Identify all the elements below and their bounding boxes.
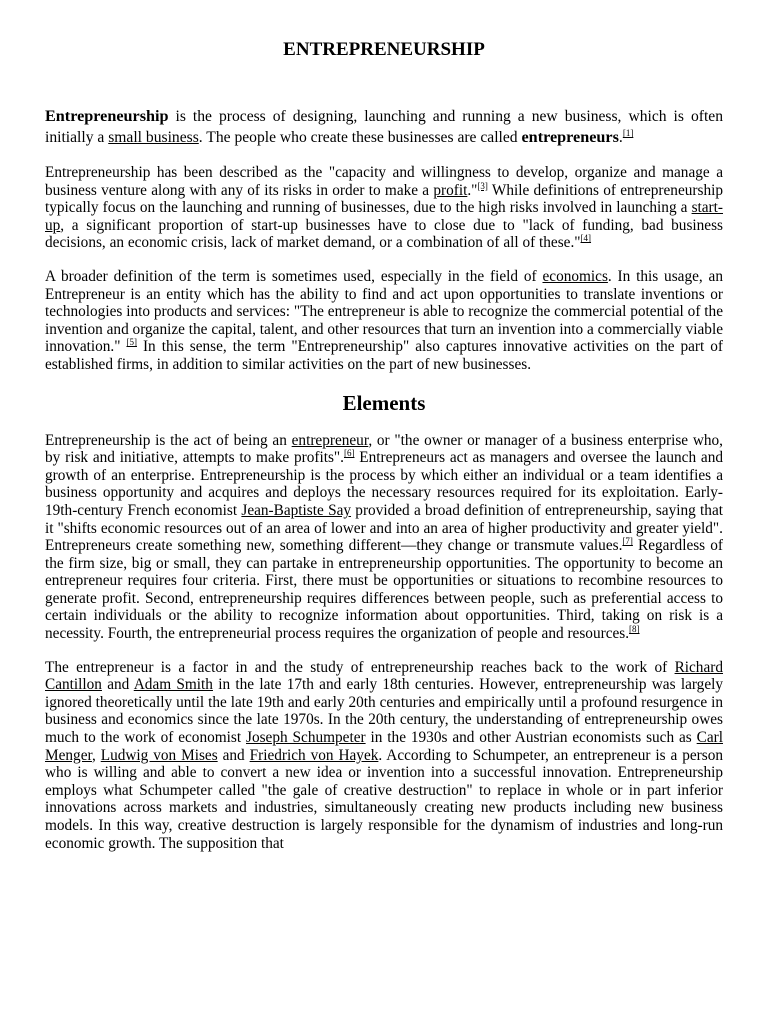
term-entrepreneurship: Entrepreneurship [45,107,169,125]
history-paragraph [45,659,723,853]
link-small-business[interactable]: small business [108,129,199,146]
link-friedrich-von-hayek[interactable]: Friedrich von Hayek [249,746,379,764]
document-title: ENTREPRENEURSHIP [283,39,485,60]
broader-definition-paragraph [45,268,723,374]
reference-6[interactable]: [6] [343,448,355,459]
link-economics[interactable]: economics [542,267,608,285]
link-ludwig-von-mises[interactable]: Ludwig von Mises [100,746,218,764]
link-profit[interactable]: profit [433,181,468,199]
intro-text-2: . The people who create these businesses are called [198,129,522,146]
p5-text-5: , [91,746,101,764]
term-entrepreneurs: entrepreneurs [521,128,619,146]
reference-1[interactable]: [1] [622,128,634,138]
p5-text-1: The entrepreneur is a factor in and the study of entrepreneurship reaches back to the work of [45,658,675,676]
p5-text-3: in the late 17th and early 18th centuries. However, entrepreneurship was largely ignored theoretically until the late 19th and early 20th centuries and empirically until a profound resurgence in business and economics since the late 1970s. In the 20th century, the understanding of entrepreneurship owes much to the work of economist [45,676,724,747]
p3-text-3: In this sense, the term "Entrepreneurship" also captures innovative activities on the part of established firms, in addition to similar activities on the part of new businesses. [45,338,723,373]
p5-text-4: in the 1930s and other Austrian economists such as [365,729,697,747]
link-joseph-schumpeter[interactable]: Joseph Schumpeter [246,729,366,747]
p4-text-4: provided a broad definition of entrepreneurship, saying that it "shifts economic resources out of an area of lower and into an area of higher productivity and greater yield". Entrepreneurs create something new, something different—they change or transmute values. [45,501,723,555]
link-carl-menger[interactable]: Carl Menger [45,729,723,764]
document-page [45,38,723,868]
p5-text-7: . According to Schumpeter, an entrepreneur is a person who is willing and able to convert a new idea or invention into a successful innovation. Entrepreneurship employs what Schumpeter called "the gale of creative destruction" to replace in whole or in part inferior innovations across markets and industries, simultaneously creating new products including new business models. In this way, creative destruction is largely responsible for the dynamism of industries and long-run economic growth. The supposition that [45,746,723,852]
p4-text-5: Regardless of the firm size, big or small, they can partake in entrepreneurship opportunities. The opportunity to become an entrepreneur requires four criteria. First, there must be opportunities or situations to recombine resources to generate profit. Second, entrepreneurship requires differences between people, such as preferential access to certain individuals or the ability to recognize information about opportunities. Third, taking on risk is a necessity. Fourth, the entrepreneurial process requires the organization of people and resources. [45,537,723,643]
p2-text-1: Entrepreneurship has been described as the "capacity and willingness to develop, organize and manage a business venture along with any of its risks in order to make a [45,164,723,199]
p3-text-1: A broader definition of the term is sometimes used, especially in the field of [45,267,543,285]
link-start-up[interactable]: start-up [45,199,723,234]
p2-text-4: , a significant proportion of start-up businesses have to close due to "lack of funding, bad business decisions, an economic crisis, lack of market demand, or a combination of all of these." [45,216,723,252]
p5-text-2: and [101,676,134,694]
reference-8[interactable]: [8] [629,624,640,635]
p2-text-2: ." [467,181,478,199]
link-entrepreneur[interactable]: entrepreneur [291,431,369,449]
p4-text-1: Entrepreneurship is the act of being an [45,431,292,449]
reference-5[interactable]: [5] [126,337,137,348]
intro-text-3: . [618,129,623,146]
reference-4[interactable]: [4] [580,233,592,244]
link-richard-cantillon[interactable]: Richard Cantillon [45,658,723,694]
reference-3[interactable]: [3] [477,180,488,191]
reference-7[interactable]: [7] [622,536,633,547]
p4-text-3: Entrepreneurs act as managers and oversee the launch and growth of an enterprise. Entrepreneurship is the process by which either an individual or a team identifies a business opportunity and acquires and deploys the necessary resources required for its exploitation. Early-19th-century French economist [45,449,723,519]
p3-text-2: . In this usage, an Entrepreneur is an entity which has the ability to find and act upon opportunities to translate inventions or technologies into products and services: "The entrepreneur is able to recognize the commercial potential of the invention and organize the capital, talent, and other resources that turn an invention into a commercially viable innovation." [45,267,723,356]
intro-text-1: is the process of designing, launching and running a new business, which is often initially a [45,108,723,146]
intro-paragraph [45,106,723,148]
section-heading-elements: Elements [342,390,426,415]
link-jean-baptiste-say[interactable]: Jean-Baptiste Say [241,501,352,519]
p2-text-3: While definitions of entrepreneurship typically focus on the launching and running of businesses, due to the high risks involved in launching a [45,181,723,217]
p5-text-6: and [217,746,250,764]
link-adam-smith[interactable]: Adam Smith [133,676,213,694]
elements-paragraph [45,432,723,643]
definition-paragraph [45,164,723,252]
p4-text-2: , or "the owner or manager of a business enterprise who, by risk and initiative, attempts to make profits". [45,431,724,467]
